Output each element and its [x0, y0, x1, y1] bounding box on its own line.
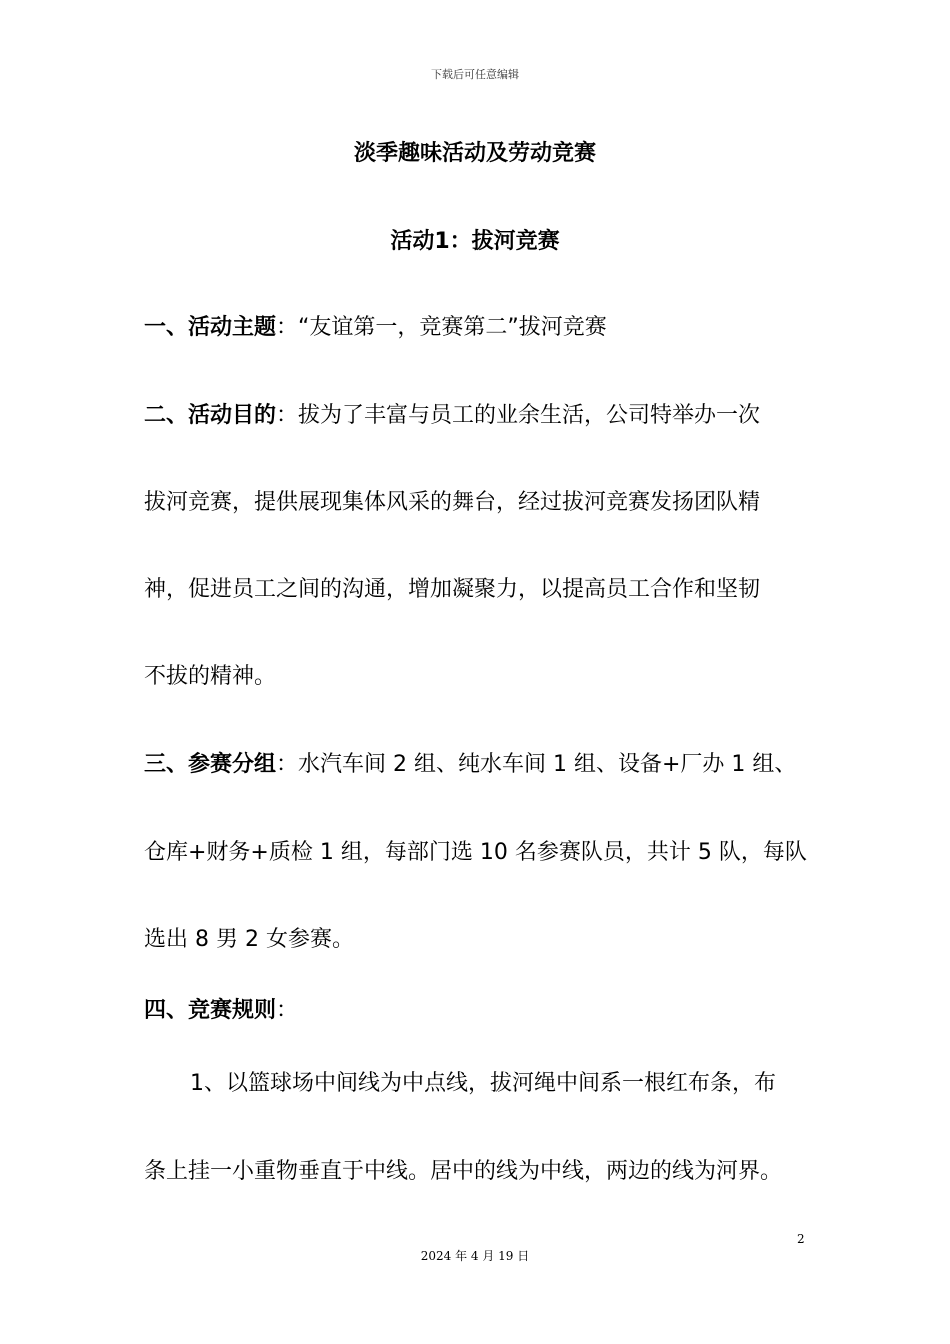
page-number: 2: [797, 1232, 805, 1246]
section-groups-text-line1: ：水汽车间 2 组、纯水车间 1 组、设备+厂办 1 组、: [276, 752, 797, 777]
section-purpose: [144, 401, 824, 431]
document-title: 淡季趣味活动及劳动竞赛: [353, 141, 596, 166]
section-groups-line3: 选出 8 男 2 女参赛。: [144, 927, 354, 952]
section-purpose-heading: 二、活动目的: [144, 403, 277, 428]
section-rules: [144, 996, 824, 1026]
section-purpose-text-line1: ：拔为了丰富与员工的业余生活，公司特举办一次: [276, 403, 761, 428]
footer-date: 2024 年 4 月 19 日: [420, 1249, 530, 1263]
section-groups-heading: 三、参赛分组: [144, 752, 277, 777]
rule1-line2: 条上挂一小重物垂直于中线。居中的线为中线，两边的线为河界。: [144, 1159, 783, 1184]
header-note: 下载后可任意编辑: [431, 68, 519, 81]
rule1-line1: 1、以篮球场中间线为中点线，拔河绳中间系一根红布条，布: [190, 1071, 776, 1096]
section-groups: [144, 750, 824, 780]
section-theme: [144, 313, 824, 343]
section-groups-line2: 仓库+财务+质检 1 组，每部门选 10 名参赛队员，共计 5 队，每队: [144, 840, 807, 865]
section-purpose-line3: 神，促进员工之间的沟通，增加凝聚力，以提高员工合作和坚韧: [144, 577, 761, 602]
section-theme-text: ：“友谊第一，竞赛第二”拔河竞赛: [276, 315, 607, 340]
section-rules-colon: ：: [276, 998, 299, 1023]
section-purpose-line2: 拔河竞赛，提供展现集体风采的舞台，经过拔河竞赛发扬团队精: [144, 490, 761, 515]
section-purpose-line4: 不拔的精神。: [144, 664, 277, 689]
activity-subtitle: 活动1：拔河竞赛: [390, 229, 560, 254]
section-rules-heading: 四、竞赛规则: [144, 998, 277, 1023]
section-theme-heading: 一、活动主题: [144, 315, 277, 340]
